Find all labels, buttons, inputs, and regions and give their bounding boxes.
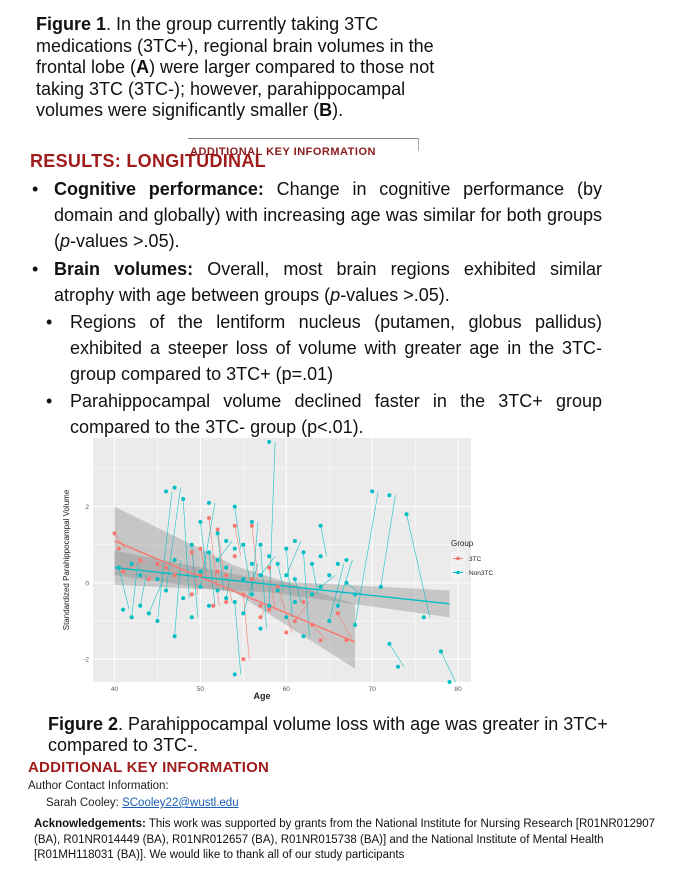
point-3tc bbox=[216, 528, 220, 532]
legend bbox=[451, 539, 494, 579]
point-3tc bbox=[233, 524, 237, 528]
clipped-heading-text: ADDITIONAL KEY INFORMATION bbox=[190, 146, 376, 158]
point-3tc bbox=[336, 611, 340, 615]
point-3tc bbox=[155, 562, 159, 566]
point-3tc bbox=[241, 657, 245, 661]
point-non3tc bbox=[181, 497, 185, 501]
bullet-cognitive-performance bbox=[54, 176, 602, 254]
point-non3tc bbox=[344, 581, 348, 585]
legend-entry-3tc: 3TC bbox=[469, 556, 482, 563]
subbullet-marker: • bbox=[46, 391, 53, 411]
point-non3tc bbox=[259, 573, 263, 577]
point-non3tc bbox=[198, 569, 202, 573]
subbullet-lentiform-nucleus: Regions of the lentiform nucleus (putamen, globus pallidus) exhibited a steeper loss of volume with greater age in the 3TC- group compared to 3TC+ (p=.01) bbox=[70, 312, 602, 384]
bullet-text: -values >.05). bbox=[70, 231, 180, 251]
point-3tc bbox=[250, 524, 254, 528]
point-3tc bbox=[293, 619, 297, 623]
point-3tc bbox=[301, 600, 305, 604]
y-tick-label: -2 bbox=[83, 656, 89, 664]
point-3tc bbox=[310, 623, 314, 627]
bullet-marker: • bbox=[32, 179, 39, 199]
point-non3tc bbox=[207, 550, 211, 554]
point-non3tc bbox=[224, 566, 228, 570]
point-non3tc bbox=[301, 634, 305, 638]
point-3tc bbox=[216, 569, 220, 573]
point-non3tc bbox=[267, 440, 271, 444]
point-non3tc bbox=[241, 543, 245, 547]
point-non3tc bbox=[267, 604, 271, 608]
bullet-text: -values >.05). bbox=[340, 285, 450, 305]
contact-name: Sarah Cooley: bbox=[46, 797, 123, 809]
legend-entry-non3tc: Non3TC bbox=[469, 570, 494, 577]
point-3tc bbox=[211, 604, 215, 608]
bullet-title: Cognitive performance: bbox=[54, 179, 264, 199]
point-3tc bbox=[250, 577, 254, 581]
point-non3tc bbox=[216, 589, 220, 593]
figure1-panel-b: B bbox=[319, 100, 333, 120]
point-non3tc bbox=[405, 512, 409, 516]
point-3tc bbox=[138, 558, 142, 562]
contact-email-link[interactable]: SCooley22@wustl.edu bbox=[122, 797, 239, 809]
point-3tc bbox=[164, 566, 168, 570]
point-non3tc bbox=[353, 592, 357, 596]
clipped-section-heading bbox=[188, 138, 419, 158]
point-non3tc bbox=[301, 550, 305, 554]
point-3tc bbox=[190, 550, 194, 554]
point-non3tc bbox=[190, 543, 194, 547]
point-non3tc bbox=[138, 573, 142, 577]
acknowledgements-text: This work was supported by grants from the National Institute for Nursing Research [R01NR012907 (BA), R01NR014449 (BA), R01NR012657 (BA), R01NR015738 (BA)] and the National Institute of Mental Health [R01MH118031 (BA)]. We would like to thank all of our study participants bbox=[34, 818, 656, 861]
contact-line bbox=[46, 797, 239, 809]
point-3tc bbox=[198, 547, 202, 551]
point-3tc bbox=[224, 573, 228, 577]
point-non3tc bbox=[448, 680, 452, 684]
point-non3tc bbox=[155, 577, 159, 581]
subbullet-parahippocampal: Parahippocampal volume declined faster in the 3TC+ group compared to the 3TC- group (p<.01). bbox=[70, 391, 602, 437]
bullet-text: Overall, most brain regions exhibited similar atrophy with age between groups ( bbox=[54, 259, 602, 305]
point-non3tc bbox=[319, 585, 323, 589]
point-non3tc bbox=[319, 524, 323, 528]
point-non3tc bbox=[121, 608, 125, 612]
bullet-brain-volumes bbox=[54, 256, 602, 308]
point-non3tc bbox=[241, 577, 245, 581]
point-3tc bbox=[241, 592, 245, 596]
x-tick-label: 70 bbox=[368, 686, 376, 693]
figure1-text-a: . In the group currently taking 3TC medications (3TC+), regional brain volumes in the frontal lobe ( bbox=[36, 14, 434, 77]
point-non3tc bbox=[284, 547, 288, 551]
bullet-marker: • bbox=[32, 259, 39, 279]
point-3tc bbox=[267, 566, 271, 570]
contact-label: Author Contact Information: bbox=[28, 780, 169, 792]
point-non3tc bbox=[216, 531, 220, 535]
point-non3tc bbox=[181, 596, 185, 600]
point-non3tc bbox=[224, 596, 228, 600]
point-non3tc bbox=[233, 505, 237, 509]
point-3tc bbox=[112, 531, 116, 535]
x-tick-label: 60 bbox=[282, 686, 290, 693]
x-tick-label: 50 bbox=[196, 686, 205, 693]
y-tick-label: 2 bbox=[85, 504, 89, 512]
point-3tc bbox=[267, 608, 271, 612]
p-italic: p bbox=[60, 231, 71, 251]
point-non3tc bbox=[233, 547, 237, 551]
figure2-label: Figure 2 bbox=[48, 714, 119, 734]
point-non3tc bbox=[198, 585, 202, 589]
point-non3tc bbox=[293, 577, 297, 581]
point-non3tc bbox=[336, 562, 340, 566]
acknowledgements bbox=[34, 817, 674, 864]
subbullet-marker: • bbox=[46, 312, 53, 332]
point-non3tc bbox=[164, 489, 168, 493]
point-non3tc bbox=[138, 604, 142, 608]
figure1-caption bbox=[36, 14, 436, 122]
point-non3tc bbox=[387, 642, 391, 646]
point-3tc bbox=[319, 638, 323, 642]
point-non3tc bbox=[147, 611, 151, 615]
point-non3tc bbox=[370, 489, 374, 493]
point-non3tc bbox=[439, 650, 443, 654]
point-non3tc bbox=[117, 566, 121, 570]
point-non3tc bbox=[173, 486, 177, 490]
point-3tc bbox=[233, 554, 237, 558]
y-tick-label: 0 bbox=[85, 580, 89, 588]
point-3tc bbox=[147, 577, 151, 581]
figure1-panel-a: A bbox=[136, 57, 150, 77]
point-3tc bbox=[190, 592, 194, 596]
point-non3tc bbox=[284, 573, 288, 577]
figure1-text-b: ) were larger compared to those not taking 3TC (3TC-); however, parahippocampal volumes were significantly smaller ( bbox=[36, 57, 435, 120]
point-non3tc bbox=[379, 585, 383, 589]
point-non3tc bbox=[207, 501, 211, 505]
point-non3tc bbox=[250, 562, 254, 566]
y-axis-label: Standardized Parahippocampal Volume bbox=[62, 489, 71, 631]
point-3tc bbox=[207, 516, 211, 520]
point-non3tc bbox=[319, 554, 323, 558]
point-non3tc bbox=[344, 558, 348, 562]
point-non3tc bbox=[336, 604, 340, 608]
point-non3tc bbox=[250, 520, 254, 524]
bullet-text: Change in cognitive performance (by domain and globally) with increasing age was similar for both groups ( bbox=[54, 179, 602, 251]
x-tick-label: 40 bbox=[110, 686, 119, 693]
point-non3tc bbox=[250, 592, 254, 596]
point-non3tc bbox=[310, 562, 314, 566]
point-non3tc bbox=[198, 520, 202, 524]
point-non3tc bbox=[233, 600, 237, 604]
legend-title: Group bbox=[451, 539, 474, 548]
point-non3tc bbox=[155, 619, 159, 623]
point-non3tc bbox=[284, 615, 288, 619]
p-italic: p bbox=[330, 285, 341, 305]
figure1-text-c: ). bbox=[332, 100, 344, 120]
point-3tc bbox=[121, 569, 125, 573]
point-non3tc bbox=[216, 558, 220, 562]
point-non3tc bbox=[267, 554, 271, 558]
point-non3tc bbox=[310, 592, 314, 596]
figure2-caption bbox=[48, 714, 608, 756]
x-tick-label: 80 bbox=[454, 686, 462, 693]
point-3tc bbox=[117, 547, 121, 551]
bullet-title: Brain volumes: bbox=[54, 259, 194, 279]
acknowledgements-label: Acknowledgements: bbox=[34, 818, 146, 830]
point-non3tc bbox=[130, 615, 134, 619]
legend-key-3tc bbox=[456, 557, 460, 561]
results-heading: RESULTS: LONGITUDINAL bbox=[30, 151, 266, 171]
point-non3tc bbox=[164, 589, 168, 593]
point-non3tc bbox=[396, 665, 400, 669]
point-non3tc bbox=[130, 562, 134, 566]
point-non3tc bbox=[173, 634, 177, 638]
point-3tc bbox=[173, 573, 177, 577]
point-3tc bbox=[276, 585, 280, 589]
point-non3tc bbox=[387, 493, 391, 497]
point-non3tc bbox=[276, 589, 280, 593]
point-3tc bbox=[344, 638, 348, 642]
point-non3tc bbox=[241, 611, 245, 615]
point-non3tc bbox=[233, 672, 237, 676]
point-non3tc bbox=[422, 615, 426, 619]
point-non3tc bbox=[190, 615, 194, 619]
point-3tc bbox=[259, 604, 263, 608]
point-3tc bbox=[224, 600, 228, 604]
point-non3tc bbox=[259, 543, 263, 547]
legend-key-non3tc bbox=[456, 571, 460, 575]
point-non3tc bbox=[353, 623, 357, 627]
point-non3tc bbox=[224, 539, 228, 543]
additional-info-heading: ADDITIONAL KEY INFORMATION bbox=[28, 759, 270, 776]
figure1-label: Figure 1 bbox=[36, 14, 107, 34]
x-axis-label: Age bbox=[253, 691, 271, 701]
point-non3tc bbox=[293, 539, 297, 543]
point-3tc bbox=[198, 573, 202, 577]
point-non3tc bbox=[327, 573, 331, 577]
scatter-chart bbox=[58, 434, 518, 704]
point-non3tc bbox=[293, 600, 297, 604]
point-non3tc bbox=[276, 562, 280, 566]
point-non3tc bbox=[207, 604, 211, 608]
point-3tc bbox=[284, 630, 288, 634]
point-non3tc bbox=[327, 619, 331, 623]
point-non3tc bbox=[173, 558, 177, 562]
point-non3tc bbox=[259, 627, 263, 631]
point-3tc bbox=[259, 615, 263, 619]
figure2-text: . Parahippocampal volume loss with age was greater in 3TC+ compared to 3TC-. bbox=[48, 714, 608, 755]
